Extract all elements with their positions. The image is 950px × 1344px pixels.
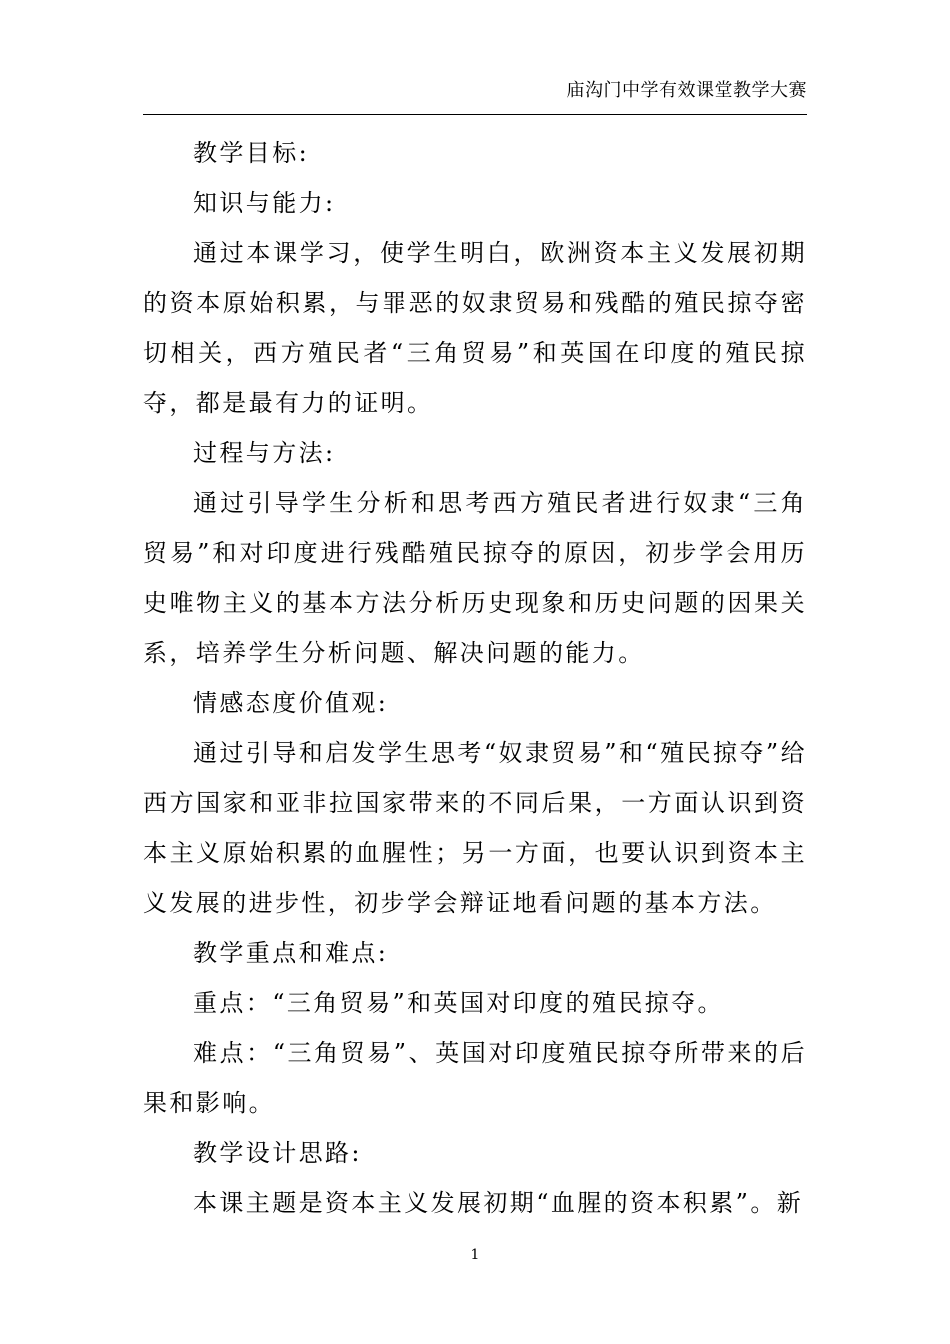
heading-design-ideas: 教学设计思路: [193,1139,362,1167]
heading-process-method: 过程与方法: [193,439,336,467]
paragraph-difficult-point: 难点：“三角贸易”、英国对印度殖民掠夺所带来的后果和影响。 [143,1039,807,1117]
header-rule [143,114,807,115]
page-header: 庙沟门中学有效课堂教学大赛 [566,80,807,101]
heading-emotion-values: 情感态度价值观: [193,689,389,717]
heading-knowledge-ability: 知识与能力: [193,189,336,217]
paragraph-knowledge-ability: 通过本课学习，使学生明白，欧洲资本主义发展初期的资本原始积累，与罪恶的奴隶贸易和残酷的殖民掠夺密切相关，西方殖民者“三角贸易”和英国在印度的殖民掠夺，都是最有力的证明。 [143,239,807,417]
paragraph-process-method: 通过引导学生分析和思考西方殖民者进行奴隶“三角贸易”和对印度进行残酷殖民掠夺的原因，初步学会用历史唯物主义的基本方法分析历史现象和历史问题的因果关系，培养学生分析问题、解决问题的能力。 [143,489,807,667]
page-number: 1 [470,1247,480,1263]
heading-key-difficult-points: 教学重点和难点: [193,939,389,967]
heading-teaching-objectives: 教学目标: [193,139,310,167]
paragraph-design-ideas: 本课主题是资本主义发展初期“血腥的资本积累”。新 [193,1189,804,1217]
paragraph-key-point: 重点：“三角贸易”和英国对印度的殖民掠夺。 [193,989,724,1017]
body-text [143,128,807,1228]
paragraph-emotion-values: 通过引导和启发学生思考“奴隶贸易”和“殖民掠夺”给西方国家和亚非拉国家带来的不同后果，一方面认识到资本主义原始积累的血腥性；另一方面，也要认识到资本主义发展的进步性，初步学会辩证地看问题的基本方法。 [143,739,807,917]
